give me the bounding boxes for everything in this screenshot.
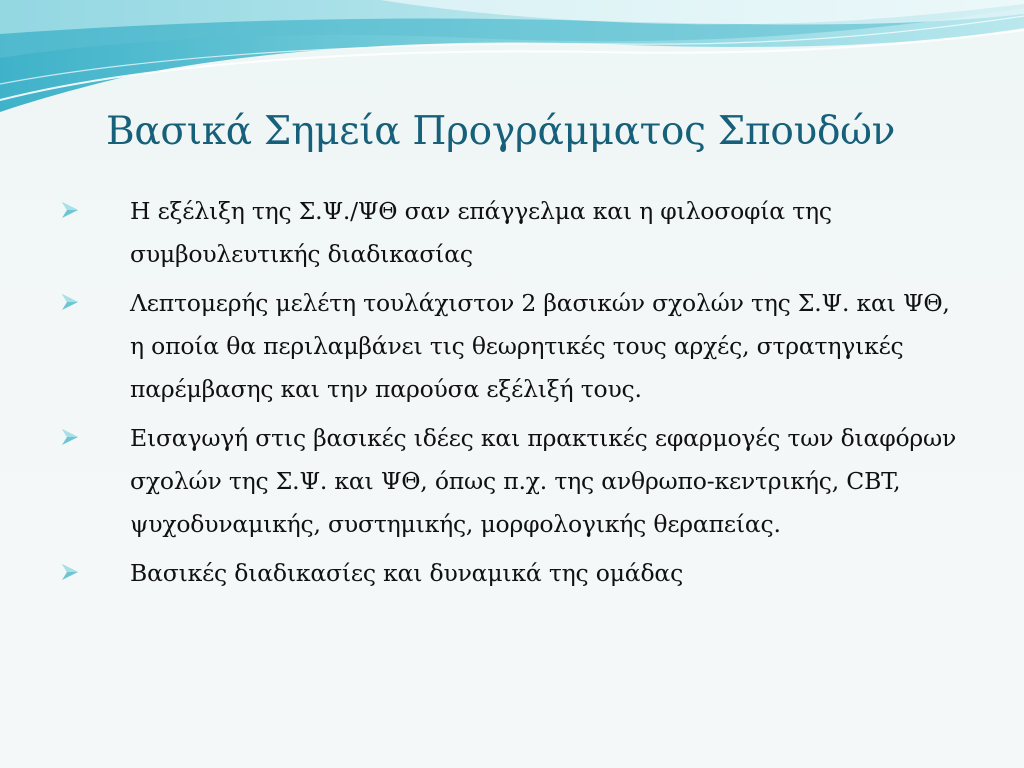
bullet-text: Λεπτομερής μελέτη τουλάχιστον 2 βασικών σχολών της Σ.Ψ. και ΨΘ, η οποία θα περιλαμβάνει τις θεωρητικές τους αρχές, στρατηγικές παρέμβασης και την παρούσα εξέλιξή τους.	[130, 289, 950, 403]
bullet-list	[60, 190, 960, 601]
bullet-item	[60, 190, 960, 276]
slide-title: Βασικά Σημεία Προγράμματος Σπουδών	[106, 109, 896, 154]
arrow-bullet-icon	[60, 426, 82, 448]
bullet-text: Εισαγωγή στις βασικές ιδέες και πρακτικές εφαρμογές των διαφόρων σχολών της Σ.Ψ. και ΨΘ, όπως π.χ. της ανθρωπο-κεντρικής, CBT, ψυχοδυναμικής, συστημικής, μορφολογικής θεραπείας.	[130, 424, 957, 538]
bullet-item	[60, 552, 960, 595]
arrow-bullet-icon	[60, 291, 82, 313]
arrow-bullet-icon	[60, 199, 82, 221]
bullet-item	[60, 417, 960, 546]
bullet-item	[60, 282, 960, 411]
bullet-text: Βασικές διαδικασίες και δυναμικά της ομάδας	[130, 559, 684, 587]
bullet-text: Η εξέλιξη της Σ.Ψ./ΨΘ σαν επάγγελμα και η φιλοσοφία της συμβουλευτικής διαδικασίας	[130, 197, 832, 268]
arrow-bullet-icon	[60, 561, 82, 583]
